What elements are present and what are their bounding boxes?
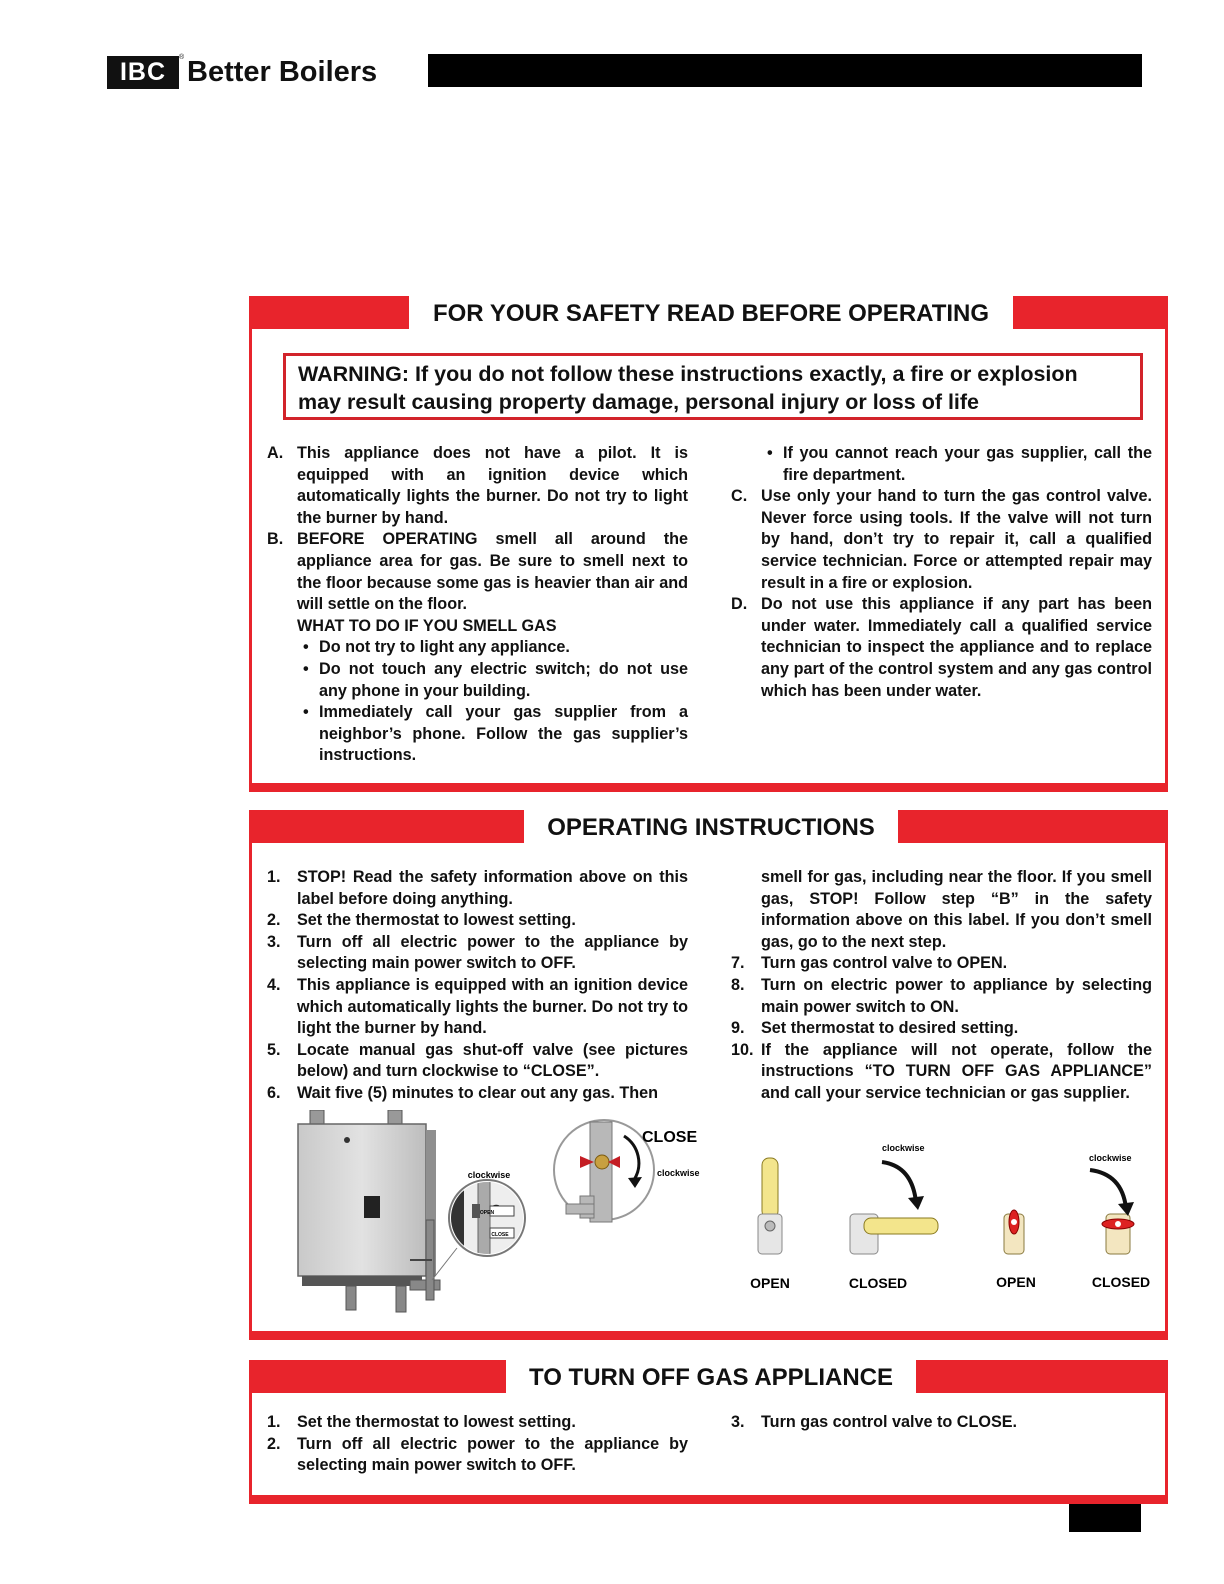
safety-panel (249, 296, 1168, 792)
smell-bullet: • Do not touch any electric switch; do not use any phone in your building. (303, 659, 688, 700)
step-text: This appliance is equipped with an ignition device which automatically lights the burner. Do not try to light the burner by hand. (297, 975, 688, 1038)
valve-butterfly-closed (1090, 1170, 1134, 1254)
operating-title: OPERATING INSTRUCTIONS (524, 810, 898, 843)
valve-label-closed: CLOSED (848, 1275, 908, 1291)
operating-left-column (267, 867, 688, 1105)
operating-step (267, 932, 688, 975)
operating-panel (249, 810, 1168, 1340)
operating-right-column (731, 867, 1152, 1105)
step-text: STOP! Read the safety information above on this label before doing anything. (297, 868, 688, 908)
valve-closeup (550, 1116, 720, 1246)
step-number: 2. (267, 911, 281, 930)
safety-item-c (731, 486, 1152, 594)
step-text: Set the thermostat to lowest setting. (297, 1413, 576, 1431)
smell-heading: WHAT TO DO IF YOU SMELL GAS (297, 616, 557, 635)
operating-step (731, 953, 1152, 975)
turnoff-title: TO TURN OFF GAS APPLIANCE (506, 1360, 916, 1393)
ibc-logo: IBC (107, 56, 179, 89)
step-number: 10. (731, 1040, 754, 1059)
item-label: B. (267, 530, 284, 549)
valve-butterfly-open (1004, 1210, 1024, 1254)
step-number: 6. (267, 1083, 281, 1102)
warning-line-2: may result causing property damage, personal injury or loss of life (298, 390, 980, 414)
operating-step (731, 975, 1152, 1018)
item-label: C. (731, 487, 748, 506)
turnoff-right-column (731, 1412, 1152, 1434)
step-number: 4. (267, 975, 281, 994)
step-number: 3. (731, 1413, 745, 1431)
turnoff-step (731, 1412, 1152, 1434)
clockwise-label: clockwise (657, 1168, 700, 1178)
safety-right-column (731, 443, 1152, 702)
turnoff-step (267, 1434, 688, 1477)
safety-item-d (731, 594, 1152, 702)
smell-bullet: • If you cannot reach your gas supplier, call the fire department. (767, 444, 1152, 484)
step-number: 1. (267, 1413, 281, 1431)
operating-step-continued: smell for gas, including near the floor. If you smell gas, STOP! Follow step “B” in the safety information above on this label. If you don’t smell gas, go to the next step. (761, 868, 1152, 951)
valve-lever-open (758, 1158, 782, 1254)
step-number: 7. (731, 954, 745, 973)
bullet-text: Do not try to light any appliance. (319, 638, 570, 657)
operating-step (267, 910, 688, 932)
step-number: 2. (267, 1434, 281, 1453)
step-text: Set thermostat to desired setting. (761, 1019, 1019, 1038)
safety-title: FOR YOUR SAFETY READ BEFORE OPERATING (409, 296, 1013, 329)
step-number: 1. (267, 868, 281, 886)
smell-bullet: • Do not try to light any appliance. (303, 638, 570, 657)
valve-positions-diagram (732, 1128, 1152, 1296)
bullet-text: Immediately call your gas supplier from a neighbor’s phone. Follow the gas supplier’s instructions. (319, 703, 688, 765)
valve-label-open: OPEN (996, 1274, 1036, 1290)
item-text: Do not use this appliance if any part has been under water. Immediately call a qualified service technician to inspect the appliance and to replace any part of the control system and any gas control which has been under water. (761, 595, 1152, 700)
warning-line-1: WARNING: If you do not follow these instructions exactly, a fire or explosion (298, 362, 1078, 386)
valve-lever-closed (850, 1162, 938, 1254)
item-label: D. (731, 595, 748, 614)
item-lead: BEFORE OPERATING (297, 530, 478, 549)
item-text: smell all around the appliance area for gas. Be sure to smell next to the floor because some gas is heavier than air and will settle on the floor. (297, 530, 688, 614)
step-text: Locate manual gas shut-off valve (see pictures below) and turn clockwise to “CLOSE”. (297, 1040, 688, 1081)
brand-name: Better Boilers (187, 56, 378, 88)
bullet-text: If you cannot reach your gas supplier, call the fire department. (783, 444, 1152, 484)
turnoff-left-column (267, 1412, 688, 1477)
header-bar (428, 54, 1142, 87)
operating-step (731, 1040, 1152, 1105)
smell-bullet: • Immediately call your gas supplier from a neighbor’s phone. Follow the gas supplier’s instructions. (303, 703, 688, 765)
valve-label-open: OPEN (750, 1275, 790, 1291)
step-text: Wait five (5) minutes to clear out any gas. Then (297, 1083, 658, 1102)
step-text: Turn off all electric power to the appliance by selecting main power switch to OFF. (297, 932, 688, 973)
item-label: A. (267, 444, 284, 462)
step-text: If the appliance will not operate, follow the instructions “TO TURN OFF GAS APPLIANCE” and call your service technician or gas supplier. (761, 1040, 1152, 1102)
step-number: 9. (731, 1019, 745, 1038)
close-large-label: CLOSE (642, 1129, 698, 1146)
safety-left-column (267, 443, 688, 767)
warning-box (283, 353, 1143, 420)
item-text: Use only your hand to turn the gas control valve. Never force using tools. If the valve will not turn by hand, don’t try to repair it, call a qualified service technician. Force or attempted repair may result in a fire or explosion. (761, 487, 1152, 592)
operating-step (731, 1018, 1152, 1040)
operating-step (267, 1040, 688, 1083)
operating-step (267, 867, 688, 910)
valve-label-closed: CLOSED (1091, 1274, 1151, 1290)
step-number: 8. (731, 975, 745, 994)
boiler-illustration (292, 1110, 538, 1325)
clockwise-label: clockwise (1089, 1153, 1132, 1163)
close-mini-label: CLOSE (491, 1232, 509, 1238)
page-number-tab (1069, 1504, 1141, 1532)
turnoff-step (267, 1412, 688, 1434)
step-text: Turn on electric power to appliance by selecting main power switch to ON. (761, 975, 1152, 1016)
turnoff-panel (249, 1360, 1168, 1504)
step-text: Turn off all electric power to the appliance by selecting main power switch to OFF. (297, 1434, 688, 1475)
operating-step (267, 1083, 688, 1105)
safety-item-b (267, 529, 688, 615)
item-text: This appliance does not have a pilot. It is equipped with an ignition device which automatically lights the burner. Do not try to light the burner by hand. (297, 444, 688, 527)
open-mini-label: OPEN (479, 1210, 495, 1216)
step-number: 5. (267, 1040, 281, 1059)
step-text: Turn gas control valve to OPEN. (761, 954, 1008, 973)
bullet-text: Do not touch any electric switch; do not use any phone in your building. (319, 659, 688, 700)
safety-item-a (267, 443, 688, 529)
clockwise-label: clockwise (467, 1170, 511, 1180)
operating-step (267, 975, 688, 1040)
registered-mark: ® (179, 54, 185, 61)
step-number: 3. (267, 932, 281, 951)
step-text: Turn gas control valve to CLOSE. (761, 1413, 1018, 1431)
clockwise-label: clockwise (882, 1143, 925, 1153)
step-text: Set the thermostat to lowest setting. (297, 911, 576, 930)
